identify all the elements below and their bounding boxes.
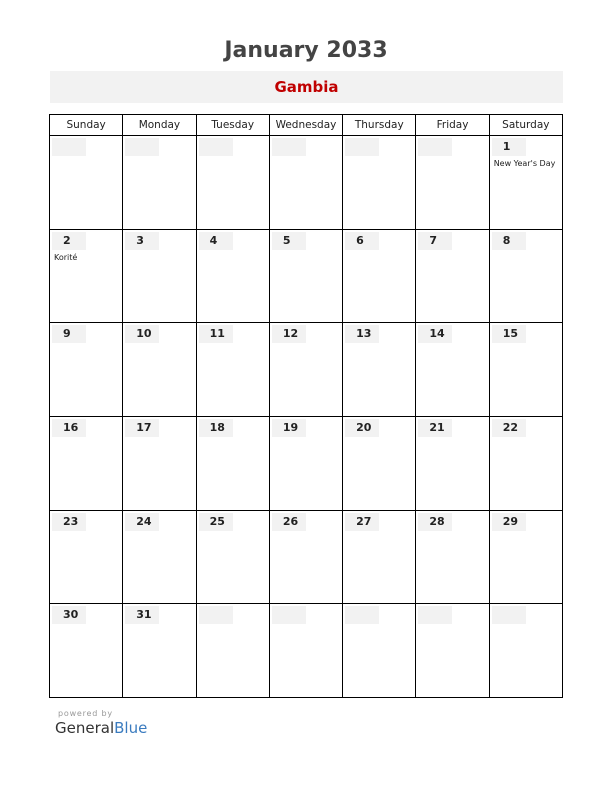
- holiday-label: Korité: [54, 252, 78, 262]
- day-number-box: [272, 419, 306, 437]
- day-number-box: [418, 419, 452, 437]
- day-number-box: [125, 606, 159, 624]
- day-cell: [489, 323, 562, 417]
- day-number: 25: [209, 514, 225, 528]
- day-number-box: [418, 232, 452, 250]
- day-cell: [416, 323, 489, 417]
- day-number: 27: [356, 514, 372, 528]
- week-row: [50, 416, 563, 510]
- day-number-box: [272, 606, 306, 624]
- weekday-thursday: Thursday: [343, 115, 416, 136]
- country-name: Gambia: [274, 78, 339, 96]
- day-cell: [416, 604, 489, 698]
- day-cell: [269, 510, 342, 604]
- day-cell: [123, 416, 196, 510]
- day-cell: [196, 604, 269, 698]
- weekday-saturday: Saturday: [489, 115, 562, 136]
- day-cell: [489, 229, 562, 323]
- day-number-box: [345, 513, 379, 531]
- day-number: 6: [356, 233, 364, 247]
- day-number: 3: [136, 233, 144, 247]
- day-number: 2: [63, 233, 71, 247]
- day-number: 7: [429, 233, 438, 247]
- day-number: 5: [282, 233, 291, 247]
- day-cell: [343, 510, 416, 604]
- day-number-box: [272, 325, 306, 343]
- day-number: 21: [429, 420, 445, 434]
- day-number-box: [492, 138, 526, 156]
- day-number-box: [418, 606, 452, 624]
- day-cell: [196, 323, 269, 417]
- day-number-box: [199, 419, 233, 437]
- day-cell: [50, 229, 123, 323]
- day-number: 14: [429, 327, 445, 341]
- day-cell: [269, 136, 342, 230]
- day-number-box: [272, 232, 306, 250]
- brand-logo-part1: General: [55, 719, 115, 737]
- day-cell: [489, 136, 562, 230]
- day-cell: [269, 323, 342, 417]
- day-cell: [269, 229, 342, 323]
- day-number-box: [492, 232, 526, 250]
- day-number-box: [345, 419, 379, 437]
- weekday-wednesday: Wednesday: [269, 115, 342, 136]
- day-number-box: [125, 325, 159, 343]
- day-cell: [123, 510, 196, 604]
- day-cell: [123, 136, 196, 230]
- day-cell: [343, 229, 416, 323]
- day-number-box: [199, 138, 233, 156]
- brand-logo-part2: Blue: [114, 719, 148, 737]
- day-number: 24: [136, 514, 152, 528]
- day-number-box: [418, 138, 452, 156]
- day-cell: [196, 229, 269, 323]
- day-number-box: [345, 138, 379, 156]
- day-cell: [123, 604, 196, 698]
- day-number: 9: [63, 327, 71, 341]
- day-cell: [50, 136, 123, 230]
- day-cell: [416, 229, 489, 323]
- day-number-box: [52, 232, 86, 250]
- day-number-box: [345, 606, 379, 624]
- day-cell: [489, 416, 562, 510]
- day-number-box: [492, 513, 526, 531]
- day-cell: [269, 604, 342, 698]
- day-cell: [416, 416, 489, 510]
- day-number: 11: [209, 327, 225, 341]
- day-number-box: [52, 138, 86, 156]
- day-cell: [196, 510, 269, 604]
- country-banner: [50, 71, 563, 103]
- day-number-box: [52, 606, 86, 624]
- weekday-friday: Friday: [416, 115, 489, 136]
- week-row: [50, 323, 563, 417]
- day-cell: [343, 604, 416, 698]
- day-number: 10: [136, 327, 152, 341]
- day-number-box: [345, 325, 379, 343]
- day-number-box: [199, 325, 233, 343]
- day-number: 16: [63, 420, 79, 434]
- day-number-box: [492, 606, 526, 624]
- day-number-box: [272, 138, 306, 156]
- day-cell: [50, 323, 123, 417]
- day-number: 31: [136, 608, 152, 622]
- day-number-box: [492, 419, 526, 437]
- day-cell: [50, 604, 123, 698]
- day-number: 18: [209, 420, 225, 434]
- powered-by-label: powered by: [58, 709, 113, 718]
- day-cell: [416, 510, 489, 604]
- day-number: 23: [63, 514, 79, 528]
- week-row: [50, 229, 563, 323]
- day-number: 4: [209, 233, 218, 247]
- day-cell: [343, 416, 416, 510]
- day-number-box: [199, 232, 233, 250]
- day-number: 22: [502, 420, 518, 434]
- day-number: 28: [429, 514, 445, 528]
- day-number-box: [345, 232, 379, 250]
- day-number-box: [52, 513, 86, 531]
- week-row: [50, 510, 563, 604]
- day-number: 19: [282, 420, 299, 434]
- day-cell: [489, 604, 562, 698]
- calendar-grid: [49, 114, 563, 698]
- day-cell: [196, 136, 269, 230]
- day-cell: [196, 416, 269, 510]
- weekday-sunday: Sunday: [50, 115, 123, 136]
- day-cell: [50, 510, 123, 604]
- page-title: January 2033: [224, 38, 388, 63]
- day-cell: [489, 510, 562, 604]
- day-number-box: [199, 513, 233, 531]
- day-number: 12: [282, 327, 299, 341]
- day-number: 15: [502, 327, 518, 341]
- weekday-monday: Monday: [123, 115, 196, 136]
- day-cell: [343, 136, 416, 230]
- weekday-header-row: [50, 115, 563, 136]
- day-cell: [123, 229, 196, 323]
- day-number-box: [125, 419, 159, 437]
- week-row: [50, 604, 563, 698]
- day-number: 30: [63, 608, 79, 622]
- day-number-box: [125, 232, 159, 250]
- day-cell: [123, 323, 196, 417]
- brand-logo: [55, 719, 147, 737]
- holiday-label: New Year's Day: [493, 159, 556, 168]
- day-number: 13: [356, 327, 372, 341]
- weekday-tuesday: Tuesday: [196, 115, 269, 136]
- day-number-box: [272, 513, 306, 531]
- footer-branding: [55, 709, 147, 737]
- day-number-box: [492, 325, 526, 343]
- day-cell: [50, 416, 123, 510]
- day-number-box: [125, 138, 159, 156]
- day-number: 8: [502, 233, 511, 247]
- day-number-box: [418, 325, 452, 343]
- day-number-box: [199, 606, 233, 624]
- day-number-box: [52, 419, 86, 437]
- day-number: 17: [136, 420, 152, 434]
- day-number-box: [52, 325, 86, 343]
- calendar-body: [50, 136, 563, 698]
- week-row: [50, 136, 563, 230]
- day-number-box: [125, 513, 159, 531]
- day-number-box: [418, 513, 452, 531]
- day-number: 26: [282, 514, 299, 528]
- day-number: 20: [356, 420, 372, 434]
- day-cell: [416, 136, 489, 230]
- day-number: 1: [502, 140, 511, 153]
- day-number: 29: [502, 514, 518, 528]
- day-cell: [269, 416, 342, 510]
- day-cell: [343, 323, 416, 417]
